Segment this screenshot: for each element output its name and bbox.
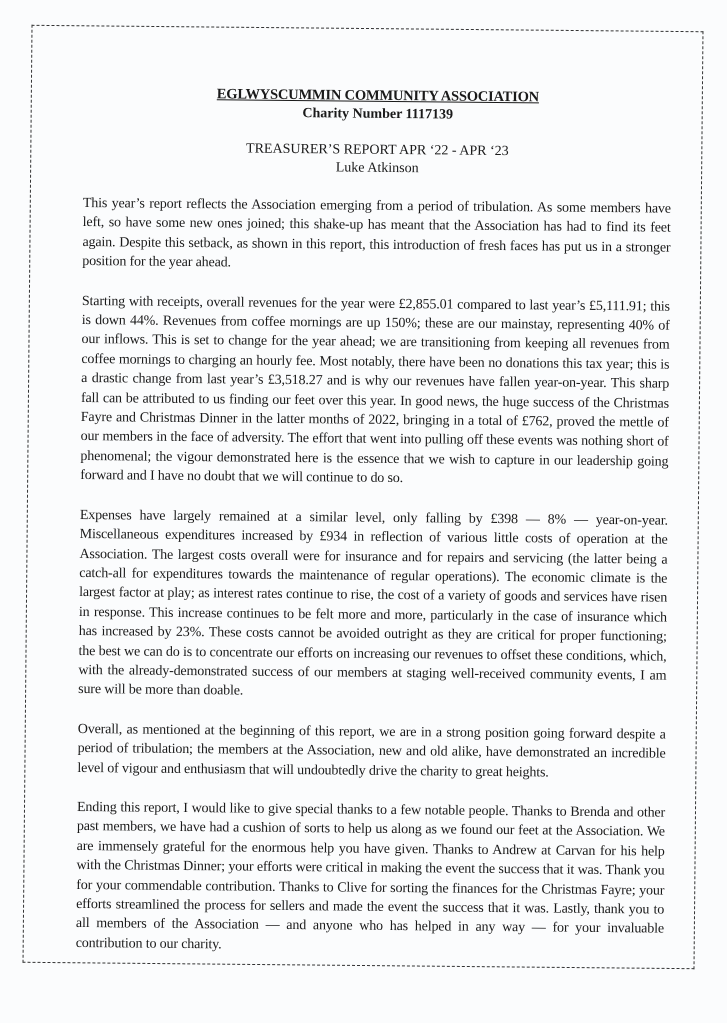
paragraph-introduction: This year’s report reflects the Association emerging from a period of tribulation. As some members have left, so have some new ones joined; this shake-up has meant that the Association has had to find its feet again. Despite this setback, as shown in this report, this introduction of fresh faces has put us in a stronger position for the year ahead. (82, 195, 671, 271)
organisation-title: EGLWYSCUMMIN COMMUNITY ASSOCIATION (216, 86, 540, 106)
report-author: Luke Atkinson (335, 160, 419, 177)
report-title: TREASURER’S REPORT APR ‘22 - APR ‘23 (246, 141, 509, 160)
paragraph-thanks: Ending this report, I would like to give special thanks to a few notable people. Thanks to Brenda and other past members, we have had a cushion of sorts to help us along as we found our feet at the Association. We are immensely grateful for the enormous help you have given. Thanks to Andrew at Carvan for his help with the Christmas Dinner; your efforts were critical in making the event the success that it was. Thank you for your commendable contribution. Thanks to Clive for sorting the finances for the Christmas Fayre; your efforts streamlined the process for sellers and made the event the success that it was. Lastly, thank you to all members of the Association — and anyone who has helped in any way — for your invaluable contribution to our charity. (75, 799, 666, 953)
paragraph-overall: Overall, as mentioned at the beginning of this report, we are in a strong position going forward despite a period of tribulation; the members at the Association, new and old alike, have demonstrated an incredible level of vigour and enthusiasm that will undoubtedly drive the charity to great heights. (77, 721, 666, 781)
report-body (76, 85, 672, 959)
charity-number: Charity Number 1117139 (302, 106, 454, 123)
paragraph-expenses: Expenses have largely remained at a similar level, only falling by £398 — 8% — year-on-year. Miscellaneous expenditures increased by £934 in reflection of various little costs of operation at the Association. The largest costs overall were for insurance and for repairs and servicing (the latter being a catch-all for expenditures towards the maintenance of regular operations). The economic climate is the largest factor at play; as interest rates continue to rise, the cost of a variety of goods and services have risen in response. This increase continues to be felt more and more, particularly in the case of insurance which has increased by 23%. These costs cannot be avoided outright as they are critical for proper functioning; the best we can do is to concentrate our efforts on increasing our revenues to offset these conditions, which, with the already-demonstrated success of our members at staging well-received community events, I am sure will be more than doable. (78, 507, 668, 699)
paragraph-receipts: Starting with receipts, overall revenues for the year were £2,855.01 compared to last year’s £5,111.91; this is down 44%. Revenues from coffee mornings are up 150%; these are our mainstay, representing 40% of our inflows. This is set to change for the year ahead; we are transitioning from keeping all revenues from coffee mornings to charging an hourly fee. Most notably, there have been no donations this tax year; this is a drastic change from last year’s £3,518.27 and is why our revenues have fallen year-on-year. This sharp fall can be attributed to us finding our feet over this year. In good news, the huge success of the Christmas Fayre and Christmas Dinner in the latter months of 2022, bringing in a total of £762, proved the mettle of our members in the face of adversity. The effort that went into pulling off these events was nothing short of phenomenal; the vigour demonstrated here is the essence that we wish to capture in our leadership going forward and I have no doubt that we will continue to do so. (80, 293, 670, 487)
